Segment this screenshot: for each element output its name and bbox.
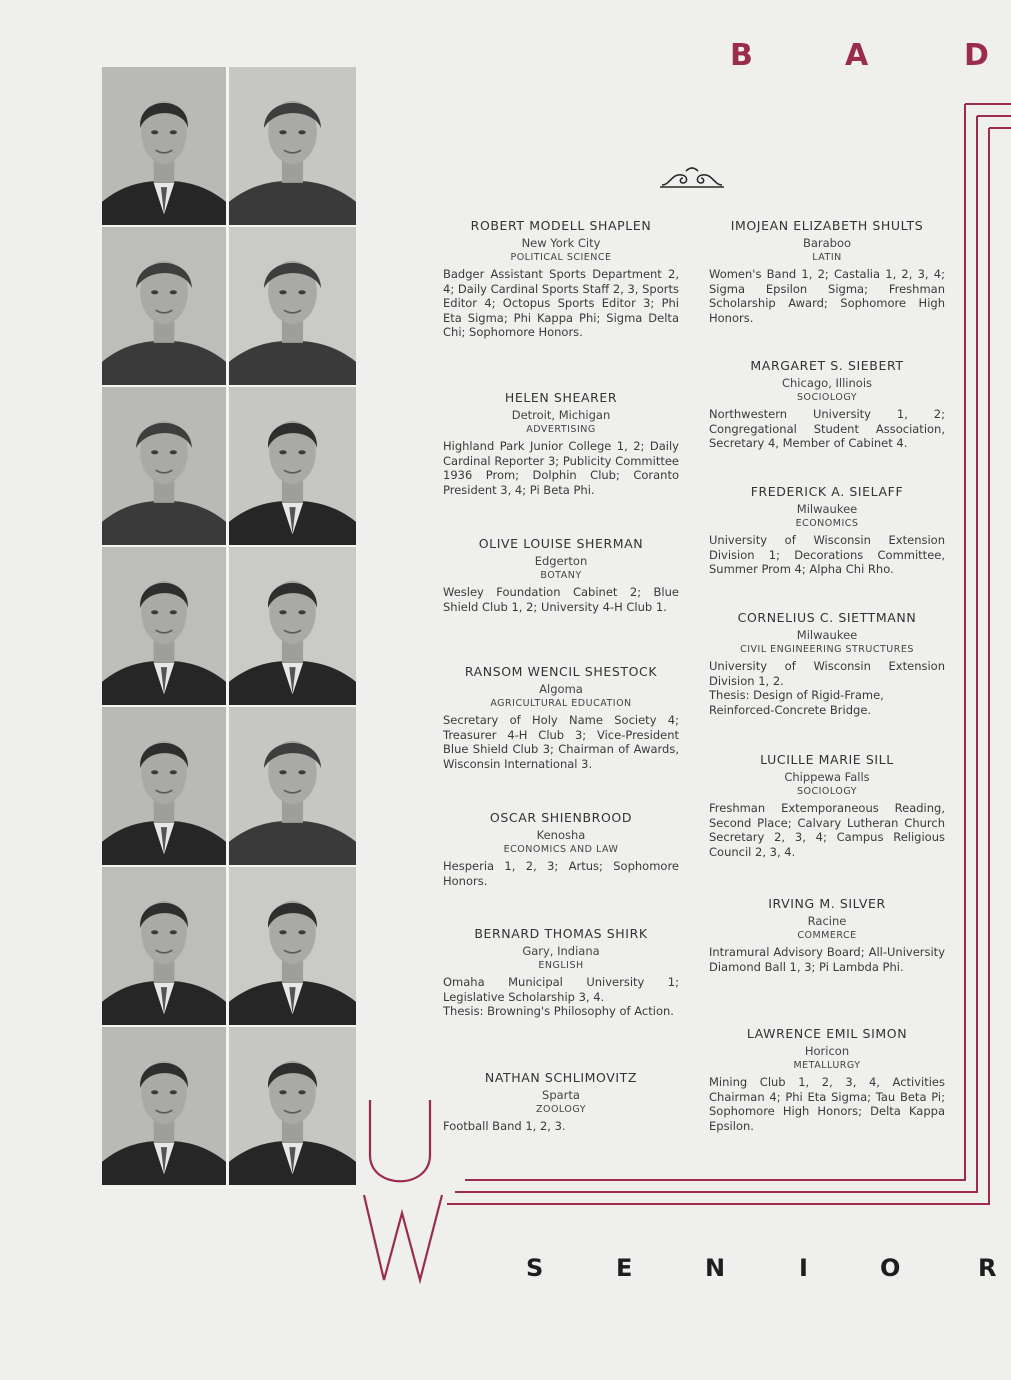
footer-letter-n: N xyxy=(705,1254,726,1282)
senior-name: OLIVE LOUISE SHERMAN xyxy=(478,536,644,551)
senior-name: ROBERT MODELL SHAPLEN xyxy=(470,218,652,233)
senior-activities xyxy=(709,801,945,859)
portrait-woman-icon xyxy=(229,707,356,865)
senior-entry xyxy=(443,664,679,771)
senior-activities xyxy=(709,1075,945,1133)
senior-town: Chicago, Illinois xyxy=(781,376,873,390)
senior-activities-text: Women's Band 1, 2; Castalia 1, 2, 3, 4; Sigma Epsilon Sigma; Freshman Scholarship Award; Sophomore High Honors. xyxy=(709,267,945,325)
senior-town: Edgerton xyxy=(534,554,588,568)
portrait-woman-icon xyxy=(229,227,356,385)
footer-letter-o: O xyxy=(880,1254,901,1282)
senior-major: METALLURGY xyxy=(793,1060,861,1071)
senior-major: POLITICAL SCIENCE xyxy=(510,252,612,263)
senior-name: OSCAR SHIENBROOD xyxy=(489,810,633,825)
senior-entry xyxy=(709,218,945,325)
portrait-man-icon xyxy=(102,867,226,1025)
senior-major: AGRICULTURAL EDUCATION xyxy=(490,698,632,709)
portrait-man-photo xyxy=(102,547,226,705)
portrait-man-icon xyxy=(229,867,356,1025)
senior-activities-text: Intramural Advisory Board; All-University Diamond Ball 1, 3; Pi Lambda Phi. xyxy=(709,945,945,974)
senior-thesis: Thesis: Design of Rigid-Frame, Reinforced-Concrete Bridge. xyxy=(709,688,884,717)
senior-town: Milwaukee xyxy=(796,628,858,642)
portrait-man-photo xyxy=(229,387,356,545)
senior-activities xyxy=(443,859,679,888)
portrait-grid xyxy=(102,67,356,1189)
portrait-man-photo xyxy=(102,867,226,1025)
portrait-woman-icon xyxy=(102,387,226,545)
footer-letter-s: S xyxy=(526,1254,544,1282)
senior-town: Algoma xyxy=(539,682,583,696)
senior-town: Kenosha xyxy=(536,828,586,842)
senior-activities xyxy=(709,945,945,974)
portrait-woman-photo xyxy=(229,707,356,865)
senior-activities xyxy=(443,1119,679,1134)
senior-activities xyxy=(709,267,945,325)
portrait-man-icon xyxy=(102,1027,226,1185)
senior-entry xyxy=(709,896,945,974)
senior-entry xyxy=(709,1026,945,1133)
senior-name: CORNELIUS C. SIETTMANN xyxy=(737,610,917,625)
senior-major: ECONOMICS xyxy=(795,518,859,529)
senior-town: Detroit, Michigan xyxy=(511,408,611,422)
senior-activities-text: Freshman Extemporaneous Reading, Second Place; Calvary Lutheran Church Secretary 2, 3, 4; Campus Religious Council 2, 3, 4. xyxy=(709,801,945,859)
senior-entry xyxy=(709,358,945,451)
senior-entry xyxy=(443,810,679,888)
header-letter-a: A xyxy=(845,38,869,73)
portrait-man-icon xyxy=(102,547,226,705)
senior-town: Sparta xyxy=(542,1088,580,1102)
portrait-woman-photo xyxy=(102,227,226,385)
senior-activities xyxy=(443,439,679,497)
portrait-woman-photo xyxy=(102,387,226,545)
senior-activities xyxy=(709,533,945,577)
portrait-woman-icon xyxy=(229,67,356,225)
senior-thesis: Thesis: Browning's Philosophy of Action. xyxy=(443,1004,674,1019)
senior-activities xyxy=(709,659,945,717)
portrait-man-photo xyxy=(102,67,226,225)
senior-major: SOCIOLOGY xyxy=(796,392,858,403)
senior-major: ECONOMICS AND LAW xyxy=(503,844,619,855)
senior-activities xyxy=(443,975,679,1019)
senior-activities xyxy=(443,267,679,340)
portrait-man-icon xyxy=(102,707,226,865)
senior-major: ZOOLOGY xyxy=(535,1104,587,1115)
senior-activities-text: Badger Assistant Sports Department 2, 4; Daily Cardinal Sports Staff 2, 3, Sports Editor 4; Octopus Sports Editor 3; Phi Eta Sigma; Phi Kappa Phi; Sigma Delta Chi; Sophomore Honors. xyxy=(443,267,679,340)
senior-entry xyxy=(443,1070,679,1134)
senior-entry xyxy=(443,926,679,1019)
header-letter-d: D xyxy=(964,38,989,73)
portrait-man-icon xyxy=(229,387,356,545)
senior-town: Milwaukee xyxy=(796,502,858,516)
senior-entry xyxy=(443,218,679,340)
senior-activities-text: Football Band 1, 2, 3. xyxy=(443,1119,566,1133)
senior-major: SOCIOLOGY xyxy=(796,786,858,797)
senior-name: BERNARD THOMAS SHIRK xyxy=(474,926,648,941)
senior-activities xyxy=(443,585,679,614)
footer-letter-e: E xyxy=(616,1254,633,1282)
senior-town: Racine xyxy=(807,914,847,928)
senior-activities-text: Northwestern University 1, 2; Congregational Student Association, Secretary 4, Member of Cabinet 4. xyxy=(709,407,945,451)
portrait-man-icon xyxy=(102,67,226,225)
senior-name: MARGARET S. SIEBERT xyxy=(750,358,904,373)
portrait-man-photo xyxy=(229,867,356,1025)
senior-activities-text: Wesley Foundation Cabinet 2; Blue Shield Club 1, 2; University 4-H Club 1. xyxy=(443,585,679,614)
senior-town: Horicon xyxy=(804,1044,850,1058)
header-letter-b: B xyxy=(730,38,753,73)
portrait-man-icon xyxy=(229,1027,356,1185)
portrait-woman-icon xyxy=(102,227,226,385)
senior-activities xyxy=(443,713,679,771)
portrait-man-photo xyxy=(102,707,226,865)
portrait-man-photo xyxy=(229,547,356,705)
senior-town: New York City xyxy=(521,236,601,250)
senior-entry xyxy=(443,390,679,497)
senior-town: Baraboo xyxy=(802,236,852,250)
senior-name: LAWRENCE EMIL SIMON xyxy=(746,1026,908,1041)
senior-name: IRVING M. SILVER xyxy=(768,896,886,911)
senior-activities-text: Highland Park Junior College 1, 2; Daily Cardinal Reporter 3; Publicity Committee 1936 Prom; Dolphin Club; Coranto President 3, 4; Pi Beta Phi. xyxy=(443,439,679,497)
senior-major: BOTANY xyxy=(540,570,582,581)
senior-major: ADVERTISING xyxy=(526,424,596,435)
senior-name: FREDERICK A. SIELAFF xyxy=(750,484,904,499)
senior-major: LATIN xyxy=(812,252,842,263)
portrait-man-photo xyxy=(229,1027,356,1185)
senior-activities-text: University of Wisconsin Extension Division 1, 2. xyxy=(709,659,945,688)
senior-activities xyxy=(709,407,945,451)
footer-letter-r: R xyxy=(978,1254,997,1282)
senior-major: ENGLISH xyxy=(538,960,584,971)
senior-entry xyxy=(709,752,945,859)
senior-major: CIVIL ENGINEERING STRUCTURES xyxy=(740,644,914,655)
footer-letter-i: I xyxy=(799,1254,808,1282)
senior-entry xyxy=(443,536,679,614)
senior-name: RANSOM WENCIL SHESTOCK xyxy=(464,664,658,679)
senior-entry xyxy=(709,484,945,577)
senior-activities-text: Omaha Municipal University 1; Legislative Scholarship 3, 4. xyxy=(443,975,679,1004)
uw-monogram-icon xyxy=(358,1095,448,1285)
senior-town: Gary, Indiana xyxy=(522,944,600,958)
senior-name: IMOJEAN ELIZABETH SHULTS xyxy=(730,218,924,233)
senior-activities-text: Secretary of Holy Name Society 4; Treasurer 4-H Club 3; Vice-President Blue Shield Club 3; Chairman of Awards, Wisconsin International 3. xyxy=(443,713,679,771)
portrait-woman-photo xyxy=(229,67,356,225)
senior-name: HELEN SHEARER xyxy=(504,390,618,405)
senior-major: COMMERCE xyxy=(797,930,857,941)
senior-entry xyxy=(709,610,945,717)
senior-name: LUCILLE MARIE SILL xyxy=(760,752,894,767)
portrait-woman-photo xyxy=(229,227,356,385)
senior-name: NATHAN SCHLIMOVITZ xyxy=(484,1070,638,1085)
scroll-ornament-icon xyxy=(658,165,726,191)
portrait-man-icon xyxy=(229,547,356,705)
senior-activities-text: Mining Club 1, 2, 3, 4, Activities Chairman 4; Phi Eta Sigma; Tau Beta Pi; Sophomore High Honors; Delta Kappa Epsilon. xyxy=(709,1075,945,1133)
portrait-man-photo xyxy=(102,1027,226,1185)
senior-activities-text: University of Wisconsin Extension Division 1; Decorations Committee, Summer Prom 4; Alpha Chi Rho. xyxy=(709,533,945,577)
senior-town: Chippewa Falls xyxy=(784,770,870,784)
senior-activities-text: Hesperia 1, 2, 3; Artus; Sophomore Honors. xyxy=(443,859,679,888)
